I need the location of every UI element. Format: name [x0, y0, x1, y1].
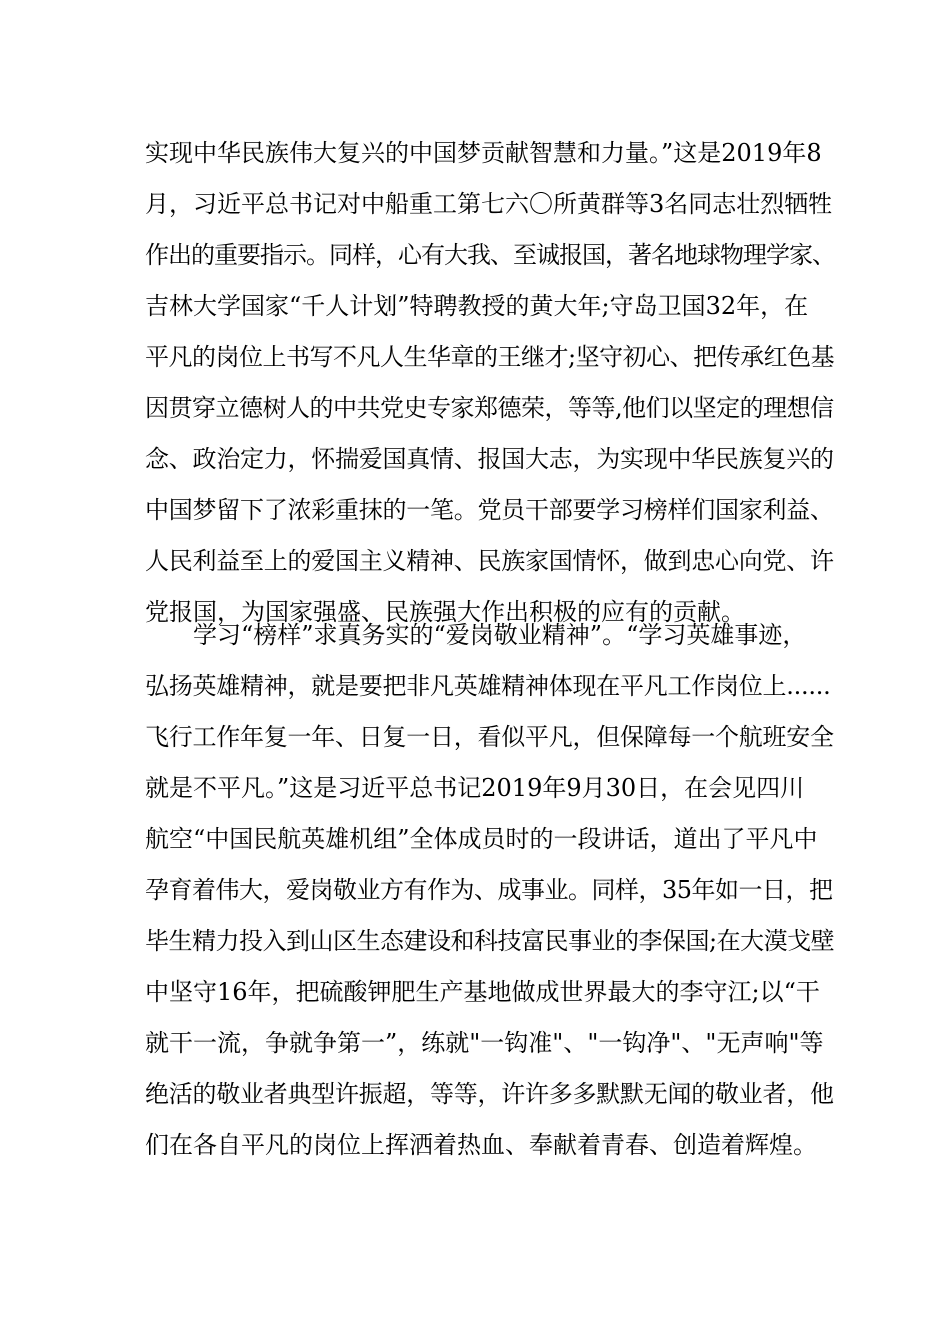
- text-line: 中国梦留下了浓彩重抹的一笔。党员干部要学习榜样们国家利益、: [145, 496, 834, 524]
- text-line: 月，习近平总书记对中船重工第七六〇所黄群等3名同志壮烈牺牲: [145, 190, 833, 218]
- text-line: 毕生精力投入到山区生态建设和科技富民事业的李保国;在大漠戈壁: [145, 927, 835, 955]
- text-line: 弘扬英雄精神，就是要把非凡英雄精神体现在平凡工作岗位上......: [145, 672, 831, 700]
- text-line: 念、政治定力，怀揣爱国真情、报国大志，为实现中华民族复兴的: [145, 445, 834, 473]
- text-line: 就干一流，争就争第一”，练就"一钩准"、"一钩净"、"无声响"等: [145, 1029, 824, 1057]
- text-line: 实现中华民族伟大复兴的中国梦贡献智慧和力量。”这是2019年8: [145, 139, 822, 167]
- text-line: 人民利益至上的爱国主义精神、民族家国情怀，做到忠心向党、许: [145, 547, 834, 575]
- text-line: 吉林大学国家“千人计划”特聘教授的黄大年;守岛卫国32年，在: [145, 292, 809, 320]
- text-line: 因贯穿立德树人的中共党史专家郑德荣，等等,他们以坚定的理想信: [145, 394, 834, 422]
- paragraph-patriotism: [145, 128, 835, 638]
- paragraph-dedication: [145, 610, 835, 1171]
- text-line: 中坚守16年，把硫酸钾肥生产基地做成世界最大的李守江;以“干: [145, 978, 820, 1006]
- text-line: 作出的重要指示。同样，心有大我、至诚报国，著名地球物理学家、: [145, 241, 835, 269]
- text-line: 平凡的岗位上书写不凡人生华章的王继才;坚守初心、把传承红色基: [145, 343, 835, 371]
- text-line: 飞行工作年复一年、日复一日，看似平凡，但保障每一个航班安全: [145, 723, 834, 751]
- text-line: 党报国，为国家强盛、民族强大作出积极的应有的贡献。: [145, 598, 745, 626]
- text-line: 绝活的敬业者典型许振超，等等，许许多多默默无闻的敬业者，他: [145, 1080, 834, 1108]
- text-line: 们在各自平凡的岗位上挥洒着热血、奉献着青春、创造着辉煌。: [145, 1131, 817, 1159]
- text-line: 孕育着伟大，爱岗敬业方有作为、成事业。同样，35年如一日，把: [145, 876, 833, 904]
- text-line: 就是不平凡。”这是习近平总书记2019年9月30日，在会见四川: [145, 774, 805, 802]
- text-line-first: 学习“榜样”求真务实的“爱岗敬业精神”。“学习英雄事迹，: [193, 621, 807, 649]
- text-line: 航空“中国民航英雄机组”全体成员时的一段讲话，道出了平凡中: [145, 825, 818, 853]
